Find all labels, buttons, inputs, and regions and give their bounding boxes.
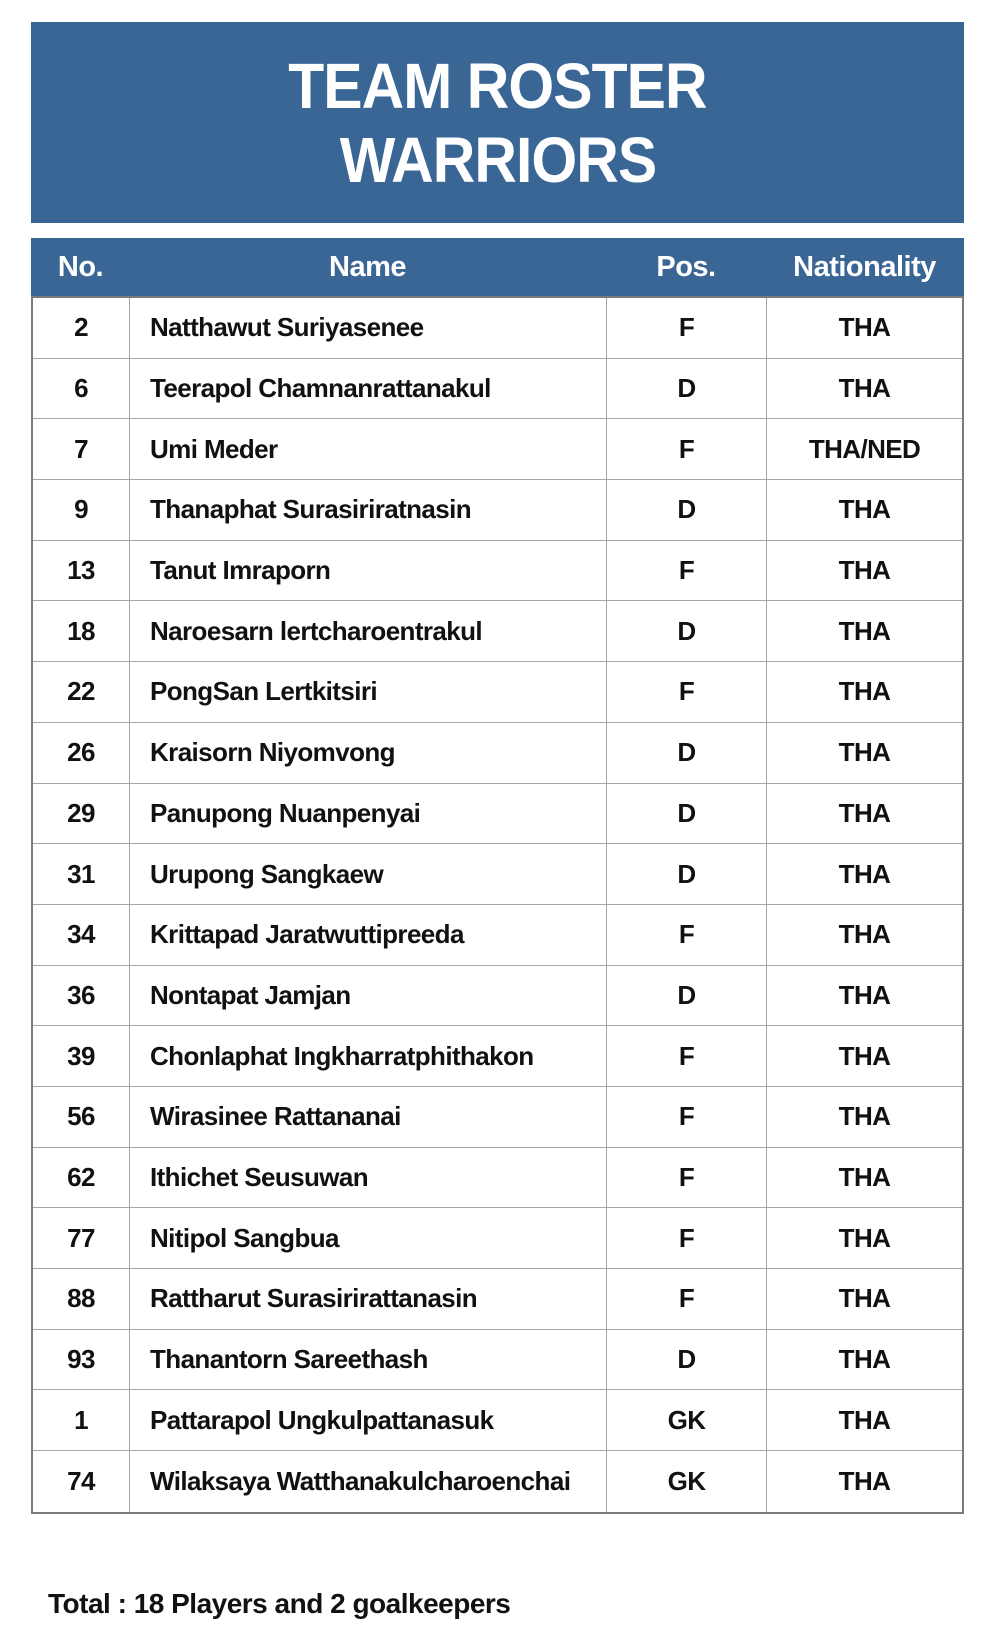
cell-player-name: PongSan Lertkitsiri (130, 662, 607, 723)
cell-number: 34 (33, 905, 130, 966)
table-row (33, 662, 962, 723)
total-summary: Total : 18 Players and 2 goalkeepers (48, 1588, 511, 1619)
cell-nationality: THA (767, 1087, 962, 1148)
table-row (33, 844, 962, 905)
title-line-2: WARRIORS (339, 123, 656, 196)
cell-player-name: Rattharut Surasirirattanasin (130, 1269, 607, 1330)
cell-player-name: Pattarapol Ungkulpattanasuk (130, 1390, 607, 1451)
cell-position: F (607, 1148, 767, 1209)
cell-player-name: Wirasinee Rattananai (130, 1087, 607, 1148)
cell-number: 93 (33, 1330, 130, 1391)
cell-nationality: THA (767, 723, 962, 784)
cell-nationality: THA (767, 298, 962, 359)
cell-number: 39 (33, 1026, 130, 1087)
roster-table (31, 296, 964, 1514)
cell-player-name: Panupong Nuanpenyai (130, 784, 607, 845)
title-line-1: TEAM ROSTER (288, 49, 707, 122)
cell-position: F (607, 662, 767, 723)
cell-player-name: Nitipol Sangbua (130, 1208, 607, 1269)
table-row (33, 1330, 962, 1391)
cell-nationality: THA/NED (767, 419, 962, 480)
cell-player-name: Chonlaphat Ingkharratphithakon (130, 1026, 607, 1087)
cell-number: 62 (33, 1148, 130, 1209)
cell-number: 26 (33, 723, 130, 784)
cell-position: F (607, 1208, 767, 1269)
cell-nationality: THA (767, 905, 962, 966)
cell-player-name: Urupong Sangkaew (130, 844, 607, 905)
cell-player-name: Kraisorn Niyomvong (130, 723, 607, 784)
table-row (33, 784, 962, 845)
table-row (33, 1148, 962, 1209)
cell-position: F (607, 419, 767, 480)
cell-number: 88 (33, 1269, 130, 1330)
cell-nationality: THA (767, 480, 962, 541)
cell-number: 18 (33, 601, 130, 662)
cell-nationality: THA (767, 601, 962, 662)
cell-nationality: THA (767, 1269, 962, 1330)
cell-position: F (607, 1269, 767, 1330)
cell-nationality: THA (767, 541, 962, 602)
cell-player-name: Thanantorn Sareethash (130, 1330, 607, 1391)
cell-player-name: Ithichet Seusuwan (130, 1148, 607, 1209)
table-row (33, 541, 962, 602)
cell-nationality: THA (767, 359, 962, 420)
cell-number: 36 (33, 966, 130, 1027)
cell-player-name: Tanut Imraporn (130, 541, 607, 602)
cell-player-name: Umi Meder (130, 419, 607, 480)
table-row (33, 1208, 962, 1269)
cell-nationality: THA (767, 844, 962, 905)
cell-position: D (607, 601, 767, 662)
cell-number: 22 (33, 662, 130, 723)
cell-player-name: Wilaksaya Watthanakulcharoenchai (130, 1451, 607, 1512)
cell-number: 56 (33, 1087, 130, 1148)
cell-position: D (607, 844, 767, 905)
cell-position: D (607, 784, 767, 845)
table-row (33, 1087, 962, 1148)
cell-position: D (607, 480, 767, 541)
cell-player-name: Natthawut Suriyasenee (130, 298, 607, 359)
cell-nationality: THA (767, 1330, 962, 1391)
cell-nationality: THA (767, 1390, 962, 1451)
column-header-pos: Pos. (656, 250, 716, 283)
cell-position: D (607, 966, 767, 1027)
cell-number: 7 (33, 419, 130, 480)
table-row (33, 480, 962, 541)
cell-number: 9 (33, 480, 130, 541)
cell-nationality: THA (767, 662, 962, 723)
table-row (33, 723, 962, 784)
cell-position: F (607, 1087, 767, 1148)
table-row (33, 966, 962, 1027)
cell-number: 6 (33, 359, 130, 420)
column-header-nationality: Nationality (793, 250, 936, 283)
table-row (33, 419, 962, 480)
cell-number: 13 (33, 541, 130, 602)
cell-position: F (607, 541, 767, 602)
cell-number: 77 (33, 1208, 130, 1269)
cell-number: 74 (33, 1451, 130, 1512)
cell-number: 2 (33, 298, 130, 359)
title-banner (31, 22, 964, 223)
cell-number: 31 (33, 844, 130, 905)
cell-position: D (607, 723, 767, 784)
cell-nationality: THA (838, 1465, 891, 1496)
cell-nationality: THA (767, 1026, 962, 1087)
cell-number: 29 (33, 784, 130, 845)
cell-player-name: Nontapat Jamjan (130, 966, 607, 1027)
table-row (33, 298, 962, 359)
cell-position: GK (607, 1451, 767, 1512)
cell-position: F (607, 1026, 767, 1087)
table-row (33, 359, 962, 420)
table-row (33, 905, 962, 966)
cell-position: D (607, 359, 767, 420)
table-row (33, 1451, 962, 1512)
cell-position: F (607, 905, 767, 966)
cell-nationality: THA (767, 784, 962, 845)
table-row (33, 1026, 962, 1087)
table-row (33, 1269, 962, 1330)
cell-player-name: Naroesarn lertcharoentrakul (130, 601, 607, 662)
cell-nationality: THA (767, 966, 962, 1027)
cell-position: D (607, 1330, 767, 1391)
cell-nationality: THA (767, 1148, 962, 1209)
cell-player-name: Thanaphat Surasiriratnasin (130, 480, 607, 541)
table-row (33, 1390, 962, 1451)
column-header-no: No. (57, 250, 104, 283)
cell-player-name: Krittapad Jaratwuttipreeda (130, 905, 607, 966)
cell-nationality: THA (767, 1208, 962, 1269)
cell-number: 1 (33, 1390, 130, 1451)
table-header-row (31, 238, 964, 296)
cell-player-name: Teerapol Chamnanrattanakul (130, 359, 607, 420)
column-header-name: Name (329, 250, 406, 283)
cell-position: GK (607, 1390, 767, 1451)
cell-position: F (607, 298, 767, 359)
table-row (33, 601, 962, 662)
